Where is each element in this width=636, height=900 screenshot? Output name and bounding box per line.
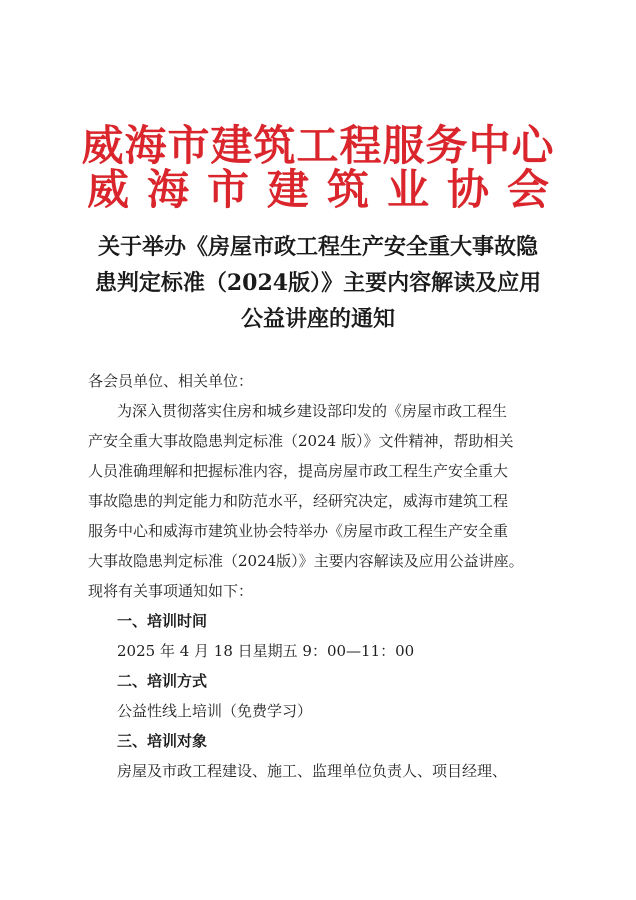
section-heading-audience: 三、培训对象 — [117, 732, 208, 750]
section-content-time: 2025 年 4 月 18 日星期五 9：00—11：00 — [117, 642, 415, 660]
notice-title-line3: 公益讲座的通知 — [240, 306, 395, 332]
paragraph-line: 服务中心和威海市建筑业协会特举办《房屋市政工程生产安全重 — [88, 522, 509, 540]
paragraph-line: 现将有关事项通知如下： — [88, 582, 254, 600]
paragraph-line: 产安全重大事故隐患判定标准（2024 版）》文件精神，帮助相关 — [88, 432, 514, 450]
section-content-method: 公益性线上培训（免费学习） — [117, 702, 313, 720]
paragraph-line: 为深入贯彻落实住房和城乡建设部印发的《房屋市政工程生 — [117, 402, 508, 420]
section-content-audience: 房屋及市政工程建设、施工、监理单位负责人、项目经理、 — [117, 762, 508, 780]
notice-title-line2: 患判定标准（2024版）》主要内容解读及应用 — [94, 270, 542, 296]
org-name-line1: 威海市建筑工程服务中心 — [81, 121, 555, 170]
section-heading-method: 二、培训方式 — [117, 672, 208, 690]
section-heading-time: 一、培训时间 — [117, 612, 208, 630]
org-name-line2: 威海市建筑业协会 — [86, 165, 567, 214]
paragraph-line: 事故隐患的判定能力和防范水平，经研究决定，威海市建筑工程 — [88, 492, 509, 510]
paragraph-line: 大事故隐患判定标准（2024版）》主要内容解读及应用公益讲座。 — [88, 552, 524, 570]
salutation: 各会员单位、相关单位： — [88, 372, 254, 390]
paragraph-line: 人员准确理解和把握标准内容，提高房屋市政工程生产安全重大 — [88, 462, 509, 480]
notice-title-line1: 关于举办《房屋市政工程生产安全重大事故隐 — [97, 234, 538, 260]
